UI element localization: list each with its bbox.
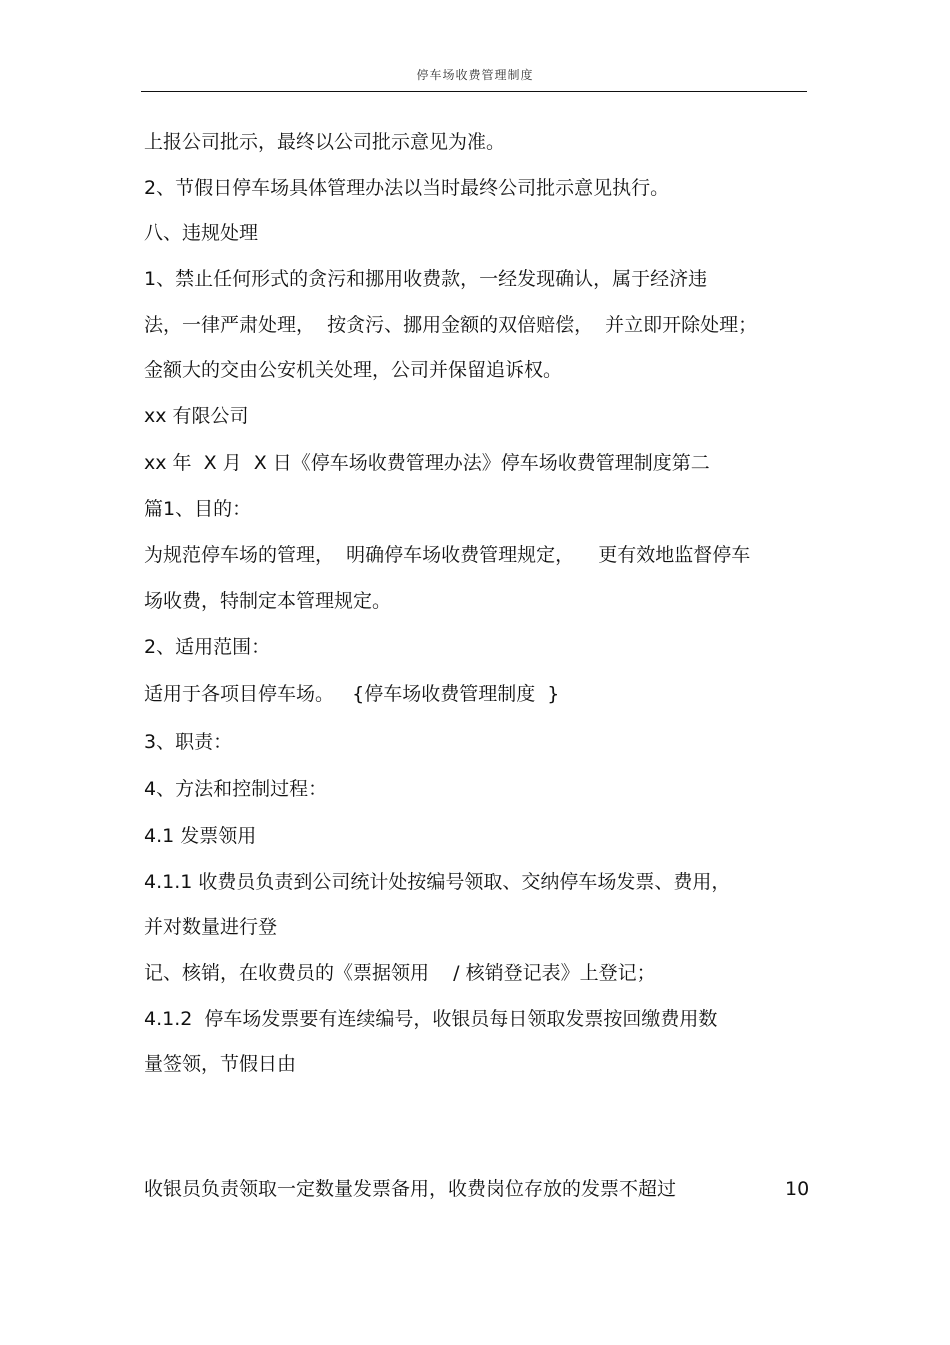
body-line: 适用于各项目停车场。 {停车场收费管理制度 } — [144, 683, 560, 705]
body-line: 篇1、目的： — [144, 498, 252, 520]
body-line: 上报公司批示，最终以公司批示意见为准。 — [144, 131, 506, 153]
body-line: 4、方法和控制过程： — [144, 778, 328, 800]
running-header: 停车场收费管理制度 — [416, 68, 534, 82]
body-line: 记、核销，在收费员的《票据领用 / 核销登记表》上登记； — [144, 962, 656, 984]
body-line: 4.1 发票领用 — [144, 825, 257, 847]
body-line: 3、职责： — [144, 731, 233, 753]
body-line: 场收费，特制定本管理规定。 — [144, 590, 392, 612]
body-line: 法，一律严肃处理， 按贪污、挪用金额的双倍赔偿， 并立即开除处理； — [144, 314, 758, 336]
body-line: 为规范停车场的管理， 明确停车场收费管理规定， 更有效地监督停车 — [144, 544, 751, 566]
body-line: 2、节假日停车场具体管理办法以当时最终公司批示意见执行。 — [144, 177, 670, 199]
company-name: xx 有限公司 — [144, 405, 249, 427]
section-heading: 八、违规处理 — [144, 222, 259, 244]
body-line: 4.1.1 收费员负责到公司统计处按编号领取、交纳停车场发票、费用， — [144, 871, 731, 893]
body-line: 量签领，节假日由 — [144, 1053, 297, 1075]
page-number: 10 — [785, 1178, 810, 1200]
body-line: 4.1.2 停车场发票要有连续编号，收银员每日领取发票按回缴费用数 — [144, 1008, 718, 1030]
body-line: 并对数量进行登 — [144, 916, 278, 938]
body-line: 金额大的交由公安机关处理，公司并保留追诉权。 — [144, 359, 563, 381]
header-divider — [141, 91, 807, 92]
date-line: xx 年 X 月 X 日《停车场收费管理办法》停车场收费管理制度第二 — [144, 452, 710, 474]
body-line: 1、禁止任何形式的贪污和挪用收费款，一经发现确认，属于经济违 — [144, 268, 708, 290]
body-line: 2、适用范围： — [144, 636, 271, 658]
footer-text: 收银员负责领取一定数量发票备用，收费岗位存放的发票不超过 — [144, 1178, 677, 1200]
